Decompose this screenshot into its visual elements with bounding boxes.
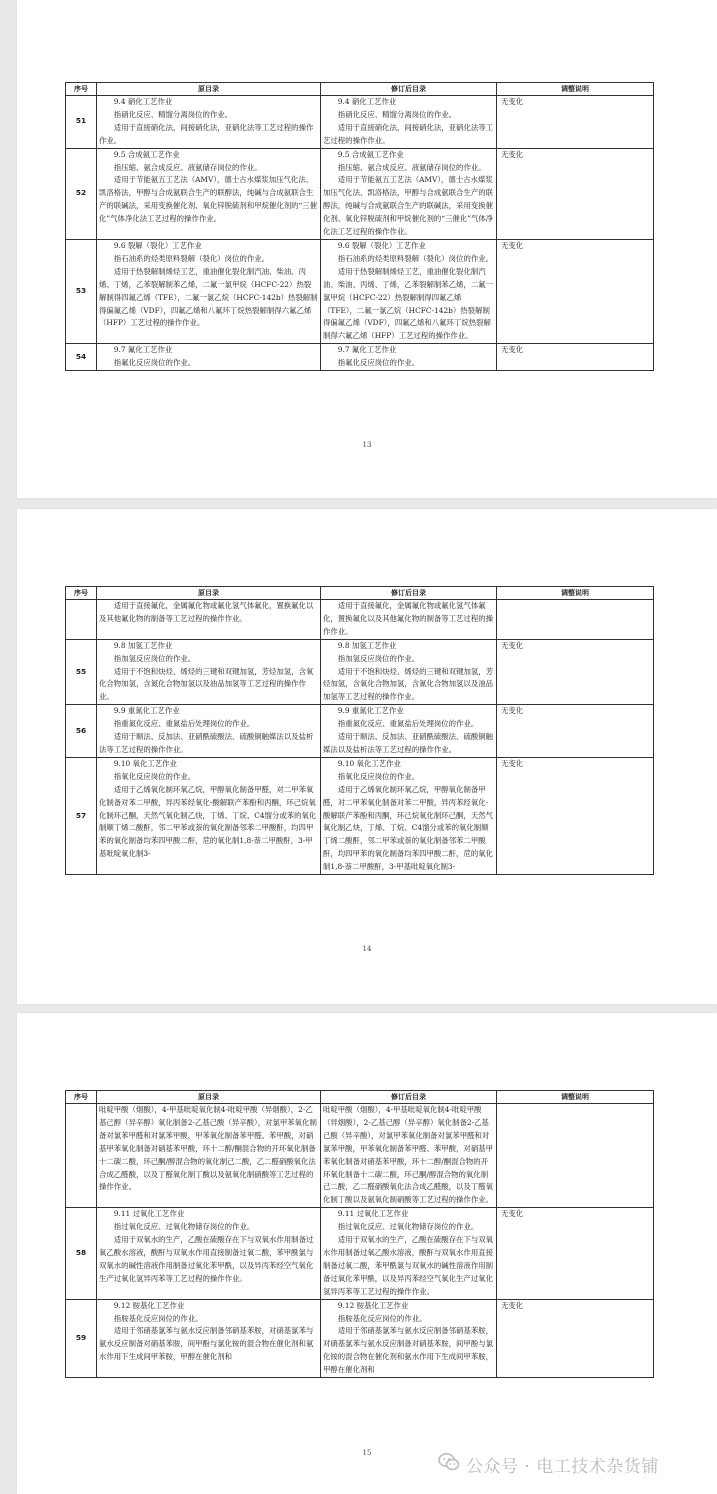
rev-cell — [321, 96, 497, 149]
row-number: 52 — [66, 148, 97, 239]
page-number: 13 — [362, 441, 372, 449]
row-number: 57 — [66, 757, 97, 874]
item-title: 9.10 氧化工艺作业 — [113, 758, 177, 768]
item-scope: 指重氮化反应、重氮盐后处理岗位的作业。 — [337, 719, 479, 729]
orig-cell — [97, 1104, 321, 1208]
item-detail: 适用于热裂解制烯烃工艺，重油催化裂化制汽油、柴油、丙烯、丁烯，乙苯裂解制苯乙烯，二氟一氯甲烷（HCFC-22）热裂解制得四氟乙烯（TFE），二氟一氯乙烷（HCFC-142b）热裂解制得偏氟乙烯（VDF），四氟乙烯和八氟环丁烷热裂解制得六氟乙烯（HFP）工艺过程的操作作业。 — [323, 266, 493, 341]
item-detail: 适用于邻硝基氯苯与氨水反应制备邻硝基苯胺，对硝基氯苯与氨水反应制备对硝基苯胺，间甲酚与氯化铵的混合物在催化剂和氨水作用下生成间甲苯胺，甲醇在催化剂和 — [99, 1326, 314, 1362]
col-header-orig: 原目录 — [97, 1091, 321, 1104]
item-title: 9.5 合成氨工艺作业 — [337, 149, 404, 159]
row-number: 56 — [66, 705, 97, 758]
table-row — [66, 148, 654, 239]
item-title: 9.8 加氢工艺作业 — [113, 640, 173, 650]
table-row — [66, 239, 654, 343]
col-header-no: 序号 — [66, 587, 97, 600]
col-header-rev: 修订后目录 — [321, 83, 497, 96]
item-scope: 指过氧化反应、过氧化物储存岗位的作业。 — [337, 1222, 479, 1232]
col-header-orig: 原目录 — [97, 587, 321, 600]
item-scope: 指硝化反应、精馏分离岗位的作业。 — [337, 109, 457, 119]
rev-cell — [321, 1104, 497, 1208]
item-scope: 指加氢反应岗位的作业。 — [113, 653, 196, 663]
item-scope: 指压缩、氨合成反应、液氨储存岗位的作业。 — [113, 162, 262, 172]
col-header-no: 序号 — [66, 1091, 97, 1104]
orig-cell — [97, 148, 321, 239]
item-detail: 适用于热裂解制烯烃工艺，重油催化裂化制汽油、柴油、丙烯、丁烯，乙苯裂解制苯乙烯，二氟一氯甲烷（HCFC-22）热裂解制得四氟乙烯（TFE），二氟一氯乙烷（HCFC-142b）热裂解制得偏氟乙烯（VDF），四氟乙烯和八氟环丁烷热裂解制得六氟乙烯（HFP）工艺过程的操作作业。 — [99, 266, 318, 328]
note-cell: 无变化 — [497, 1299, 654, 1377]
row-number: 59 — [66, 1299, 97, 1377]
item-title: 9.7 氟化工艺作业 — [113, 345, 173, 355]
row-number — [66, 600, 97, 640]
item-scope: 指加氢反应岗位的作业。 — [337, 653, 420, 663]
orig-cell — [97, 757, 321, 874]
orig-cell — [97, 1299, 321, 1377]
item-detail: 适用于不饱和炔烃、烯烃的三键和双键加氢，芳烃加氢，含氧化合物加氢，含氮化合物加氢以及油品加氢等工艺过程的操作作业。 — [99, 666, 314, 702]
item-scope: 指石油系的烃类原料裂解（裂化）岗位的作业。 — [113, 253, 270, 263]
row-number: 51 — [66, 96, 97, 149]
orig-cell — [97, 239, 321, 343]
item-title: 9.4 硝化工艺作业 — [337, 97, 397, 106]
item-scope: 指氧化反应岗位的作业。 — [113, 771, 196, 781]
item-scope: 指硝化反应、精馏分离岗位的作业。 — [113, 109, 233, 119]
item-detail: 适用于双氧水的生产，乙酸在硫酸存在下与双氧水作用制备过氧乙酸水溶液，酸酐与双氧水作用直接制备过氧二酸，苯甲酰氯与双氧水的碱性溶液作用制备过氧化苯甲酰，以及异丙苯经空气氧化生产过氧化氢异丙苯等工艺过程的操作作业。 — [99, 1235, 314, 1283]
table-row — [66, 344, 654, 371]
col-header-rev: 修订后目录 — [321, 587, 497, 600]
item-detail: 适用于双氧水的生产，乙酸在硫酸存在下与双氧水作用制备过氧乙酸水溶液，酸酐与双氧水作用直接制备过氧二酸，苯甲酰氯与双氧水的碱性溶液作用制备过氧化苯甲酰，以及异丙苯经空气氧化生产过氧化氢异丙苯等工艺过程的操作作业。 — [323, 1235, 494, 1296]
item-scope: 指石油系的烃类原料裂解（裂化）岗位的作业。 — [337, 253, 494, 263]
table-row — [66, 757, 654, 874]
item-scope: 指氟化反应岗位的作业。 — [113, 358, 196, 368]
item-detail: 适用于顺法、反加法、亚硝酰硫酸法、硫酸铜触媒法以及盐析法等工艺过程的操作作业。 — [99, 732, 314, 754]
orig-cell — [97, 96, 321, 149]
item-title: 9.6 裂解（裂化）工艺作业 — [337, 240, 426, 250]
table-header-row — [66, 587, 654, 600]
orig-cell — [97, 344, 321, 371]
item-title: 9.8 加氢工艺作业 — [337, 640, 397, 650]
item-title: 9.11 过氧化工艺作业 — [113, 1209, 185, 1219]
page-number: 14 — [362, 945, 372, 953]
catalog-table — [65, 586, 654, 875]
item-detail: 适用于直接氟化，金属氟化物或氟化氢气体氟化，置换氟化以及其他氟化物的制备等工艺过程的操作作业。 — [99, 601, 314, 623]
document-page — [17, 509, 717, 1004]
item-scope: 指氟化反应岗位的作业。 — [337, 358, 420, 368]
note-cell: 无变化 — [497, 344, 654, 371]
item-detail: 适用于邻硝基氯苯与氨水反应制备邻硝基苯胺，对硝基氯苯与氨水反应制备对硝基苯胺，间甲酚与氯化铵的混合物在催化剂和氨水作用下生成间甲苯胺，甲醇在催化剂和 — [323, 1326, 494, 1375]
item-title: 9.5 合成氨工艺作业 — [113, 149, 180, 159]
orig-cell — [97, 705, 321, 758]
item-title: 9.4 硝化工艺作业 — [113, 97, 173, 106]
item-title: 9.7 氟化工艺作业 — [337, 345, 397, 355]
rev-cell — [321, 148, 497, 239]
item-scope: 指胺基化反应岗位的作业。 — [113, 1313, 203, 1323]
col-header-note: 调整说明 — [497, 1091, 654, 1104]
item-detail: 适用于乙烯氧化制环氧乙烷，甲醇氧化制备甲醛，对二甲苯氧化制备对苯二甲酸，异丙苯经氧化-酸解联产苯酚和丙酮，环己烷氧化制环己酮，天然气氧化制乙炔，丁烯、丁烷、C4馏分或苯的氧化制顺丁烯二酸酐，邻二甲苯或萘的氧化制备邻苯二甲酸酐，均四甲苯的氧化制备均苯四甲酸二酐，苊的氧化制1,8-萘二甲酸酐，3-甲基吡啶氧化制3- — [99, 784, 317, 859]
item-scope: 指过氧化反应、过氧化物储存岗位的作业。 — [113, 1222, 255, 1232]
col-header-note: 调整说明 — [497, 587, 654, 600]
note-cell: 无变化 — [497, 757, 654, 874]
item-detail: 适用于不饱和炔烃、烯烃的三键和双键加氢，芳烃加氢，含氧化合物加氢，含氮化合物加氢以及油品加氢等工艺过程的操作作业。 — [323, 666, 494, 702]
table-row — [66, 705, 654, 758]
item-title: 9.12 胺基化工艺作业 — [113, 1300, 185, 1310]
rev-cell — [321, 239, 497, 343]
note-cell: 无变化 — [497, 96, 654, 149]
row-number: 53 — [66, 239, 97, 343]
wechat-icon — [438, 1452, 460, 1477]
rev-cell — [321, 1208, 497, 1299]
note-cell: 无变化 — [497, 239, 654, 343]
item-title: 9.10 氧化工艺作业 — [337, 758, 401, 768]
watermark — [438, 1452, 659, 1477]
note-cell: 无变化 — [497, 1208, 654, 1299]
col-header-note: 调整说明 — [497, 83, 654, 96]
rev-cell — [321, 705, 497, 758]
rev-cell — [321, 344, 497, 371]
rev-cell — [321, 600, 497, 640]
item-detail: 适用于直接硝化法，间接硝化法，亚硝化法等工艺过程的操作作业。 — [99, 122, 314, 145]
item-scope: 指胺基化反应岗位的作业。 — [337, 1313, 427, 1323]
rev-cell — [321, 639, 497, 705]
item-detail: 吡啶甲酸（烟酸），4-甲基吡啶氧化制4-吡啶甲酸（异烟酸），2-乙基己醇（异辛醇）氧化制备2-乙基己酸（异辛酸），对氯甲苯氧化制备对氯苯甲醛和对氯苯甲酸，甲苯氧化制备苯甲醛、苯甲酸，对硝基甲苯氧化制备对硝基苯甲酸，环十二醇/酮混合物的开环氧化制备十二碳二酸，环己酮/醇混合物的氧化制己二酸，乙二醛硝酸氧化法合成乙醛酸，以及丁醛氧化制丁酸以及氨氧化制硝酸等工艺过程的操作作业。 — [323, 1105, 493, 1205]
table-row-continued — [66, 1104, 654, 1208]
item-detail: 适用于节能氨五工艺法（AMV），德士古水煤浆加压气化法、凯洛格法，甲醇与合成氨联合生产的联醇法，纯碱与合成氨联合生产的联碱法，采用变换催化剂、氧化锌脱硫剂和甲烷催化剂的“三催化”气体净化法工艺过程的操作作业。 — [99, 175, 318, 224]
note-cell: 无变化 — [497, 148, 654, 239]
table-row — [66, 1208, 654, 1299]
item-title: 9.9 重氮化工艺作业 — [337, 706, 404, 716]
row-number — [66, 1104, 97, 1208]
col-header-rev: 修订后目录 — [321, 1091, 497, 1104]
col-header-no: 序号 — [66, 83, 97, 96]
item-detail: 吡啶甲酸（烟酸），4-甲基吡啶氧化制4-吡啶甲酸（异烟酸），2-乙基己醇（异辛醇）氧化制备2-乙基己酸（异辛酸），对氯甲苯氧化制备对氯苯甲醛和对氯苯甲酸，甲苯氧化制备苯甲醛、苯甲酸，对硝基甲苯氧化制备对硝基苯甲酸，环十二醇/酮混合物的开环氧化制备十二碳二酸，环己酮/醇混合物的氧化制己二酸，乙二醛硝酸氧化法合成乙醛酸，以及丁醛氧化制丁酸以及氨氧化制硝酸等工艺过程的操作作业。 — [99, 1105, 317, 1192]
item-title: 9.9 重氮化工艺作业 — [113, 706, 180, 716]
col-header-orig: 原目录 — [97, 83, 321, 96]
item-title: 9.12 胺基化工艺作业 — [337, 1300, 409, 1310]
catalog-table — [65, 1090, 654, 1378]
item-scope: 指氧化反应岗位的作业。 — [337, 771, 420, 781]
orig-cell — [97, 1208, 321, 1299]
orig-cell — [97, 600, 321, 640]
note-cell: 无变化 — [497, 639, 654, 705]
note-cell — [497, 1104, 654, 1208]
document-page — [17, 1013, 717, 1494]
note-cell: 无变化 — [497, 705, 654, 758]
table-header-row — [66, 83, 654, 96]
row-number: 55 — [66, 639, 97, 705]
table-header-row — [66, 1091, 654, 1104]
item-detail: 适用于乙烯氧化制环氧乙烷，甲醇氧化制备甲醛，对二甲苯氧化制备对苯二甲酸，异丙苯经氧化-酸解联产苯酚和丙酮，环己烷氧化制环己酮，天然气氧化制乙炔，丁烯、丁烷、C4馏分或苯的氧化制顺丁烯二酸酐，邻二甲苯或萘的氧化制备邻苯二甲酸酐，均四甲苯的氧化制备均苯四甲酸二酐，苊的氧化制1,8-萘二甲酸酐，3-甲基吡啶氧化制3- — [323, 784, 493, 872]
item-detail: 适用于直接硝化法，间接硝化法，亚硝化法等工艺过程的操作作业。 — [323, 122, 494, 145]
item-detail: 适用于节能氨五工艺法（AMV），德士古水煤浆加压气化法、凯洛格法，甲醇与合成氨联合生产的联醇法，纯碱与合成氨联合生产的联碱法，采用变换催化剂、氧化锌脱硫剂和甲烷催化剂的“三催化”气体净化法工艺过程的操作作业。 — [323, 175, 494, 237]
item-scope: 指重氮化反应、重氮盐后处理岗位的作业。 — [113, 719, 255, 729]
note-cell — [497, 600, 654, 640]
item-title: 9.6 裂解（裂化）工艺作业 — [113, 240, 202, 250]
item-detail: 适用于顺法、反加法、亚硝酰硫酸法、硫酸铜触媒法以及盐析法等工艺过程的操作作业。 — [323, 732, 494, 754]
document-page — [17, 0, 717, 498]
row-number: 54 — [66, 344, 97, 371]
orig-cell — [97, 639, 321, 705]
table-row-continued — [66, 600, 654, 640]
table-row — [66, 96, 654, 149]
item-scope: 指压缩、氨合成反应、液氨储存岗位的作业。 — [337, 162, 486, 172]
rev-cell — [321, 1299, 497, 1377]
table-row — [66, 639, 654, 705]
catalog-table — [65, 82, 654, 371]
rev-cell — [321, 757, 497, 874]
page-number: 15 — [362, 1449, 372, 1457]
table-row — [66, 1299, 654, 1377]
item-title: 9.11 过氧化工艺作业 — [337, 1209, 409, 1219]
item-detail: 适用于直接氟化，金属氟化物或氟化氢气体氟化，置换氟化以及其他氟化物的制备等工艺过程的操作作业。 — [323, 601, 493, 636]
row-number: 58 — [66, 1208, 97, 1299]
watermark-text: 公众号 · 电工技术杂货铺 — [466, 1457, 659, 1477]
